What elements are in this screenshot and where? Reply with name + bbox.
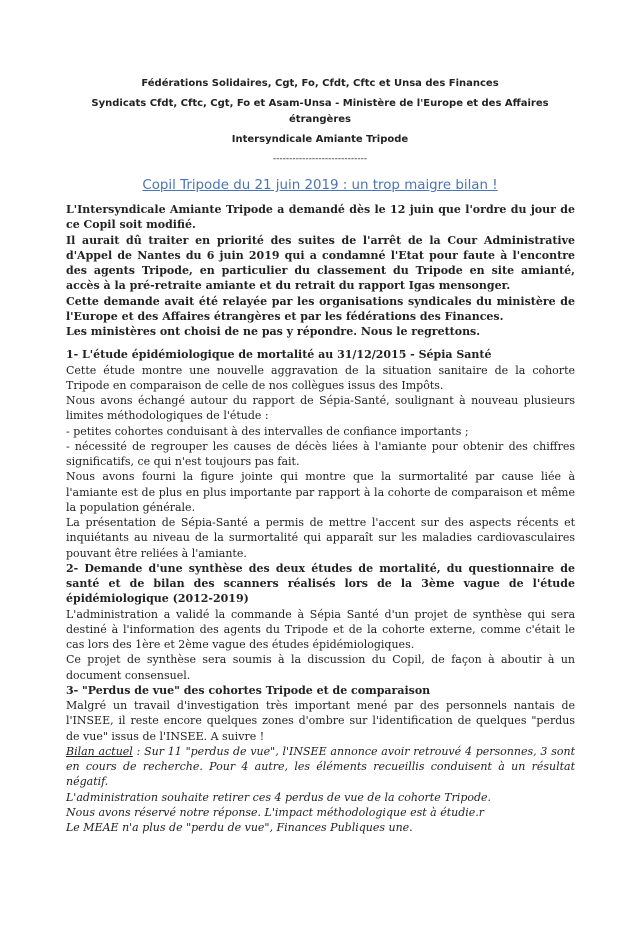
section-3-bilan (66, 744, 575, 790)
section-1-bullet-1: - petites cohortes conduisant à des intervalles de confiance importants ; (66, 424, 469, 438)
bilan-text: : Sur 11 "perdus de vue", l'INSEE annonce avoir retrouvé 4 personnes, 3 sont en cours de recherche. Pour 4 autre, les éléments recueillis conduisent à un résultat négatif. (66, 744, 575, 789)
header-line-syndicats: Syndicats Cfdt, Cftc, Cgt, Fo et Asam-Unsa - Ministère de l'Europe et des Affaires étrangères (91, 98, 549, 125)
section-1-paragraph-2: Nous avons échangé autour du rapport de Sépia-Santé, soulignant à nouveau plusieurs limites méthodologiques de l'étude : (66, 394, 575, 423)
section-1-paragraph-1: Cette étude montre une nouvelle aggravation de la situation sanitaire de la cohorte Tripode en comparaison de celle de nos collègues issus des Impôts. (66, 363, 575, 392)
intro-paragraph-2: Il aurait dû traiter en priorité des suites de l'arrêt de la Cour Administrative d'Appel de Nantes du 6 juin 2019 qui a condamné l'Etat pour faute à l'encontre des agents Tripode, en particulier du classement du Tripode en site amianté, accès à la pré-retraite amiante et du retrait du rapport Igas mensonger. (66, 233, 575, 293)
section-1-paragraph-4: La présentation de Sépia-Santé a permis de mettre l'accent sur des aspects récents et inquiétants au niveau de la surmortalité qui apparaît sur les maladies cardiovasculaires pouvant être reliées à l'amiante. (66, 516, 575, 560)
section-1-paragraph-3: Nous avons fourni la figure jointe qui montre que la surmortalité par cause liée à l'amiante est de plus en plus importante par rapport à la cohorte de comparaison et même la population générale. (66, 470, 575, 514)
intro-paragraph-1: L'Intersyndicale Amiante Tripode a demandé dès le 12 juin que l'ordre du jour de ce Copil soit modifié. (66, 203, 575, 232)
section-2-paragraph-1: L'administration a validé la commande à Sépia Santé d'un projet de synthèse qui sera destiné à l'information des agents du Tripode et de la cohorte externe, comme c'était le cas lors des 1ère et 2ème vague des études épidémiologiques. (66, 607, 575, 651)
section-3-line-3: Nous avons réservé notre réponse. L'impact méthodologique est à étudie.r (66, 805, 485, 819)
header-line-intersyndicale: Intersyndicale Amiante Tripode (231, 134, 409, 145)
intro-paragraph-3: Cette demande avait été relayée par les organisations syndicales du ministère de l'Europe et des Affaires étrangères et par les fédérations des Finances. (66, 294, 575, 323)
section-3-paragraph-1: Malgré un travail d'investigation très important mené par des personnels nantais de l'INSEE, il reste encore quelques zones d'ombre sur l'identification de quelques "perdus de vue" issus de l'INSEE. A suivre ! (66, 699, 575, 743)
page-title: Copil Tripode du 21 juin 2019 : un trop maigre bilan ! (142, 178, 498, 193)
section-3-line-4: Le MEAE n'a plus de "perdu de vue", Finances Publiques une. (66, 821, 413, 834)
section-2-paragraph-2: Ce projet de synthèse sera soumis à la discussion du Copil, de façon à aboutir à un document consensuel. (66, 653, 575, 682)
section-1-heading: 1- L'étude épidémiologique de mortalité au 31/12/2015 - Sépia Santé (66, 348, 492, 362)
header-line-federations: Fédérations Solidaires, Cgt, Fo, Cfdt, Cftc et Unsa des Finances (141, 78, 499, 89)
spacer (66, 339, 575, 347)
section-3-line-2: L'administration souhaite retirer ces 4 perdus de vue de la cohorte Tripode. (66, 790, 492, 804)
document-body (66, 202, 575, 835)
section-2-heading: 2- Demande d'une synthèse des deux études de mortalité, du questionnaire de santé et de bilan des scanners réalisés lors de la 3ème vague de l'étude épidémiologique (2012-2019) (66, 561, 575, 606)
bilan-label: Bilan actuel (66, 744, 133, 758)
section-3-heading: 3- "Perdus de vue" des cohortes Tripode et de comparaison (66, 683, 431, 697)
header-separator: ----------------------------- (272, 154, 368, 164)
intro-paragraph-4: Les ministères ont choisi de ne pas y répondre. Nous le regrettons. (66, 325, 481, 338)
section-1-bullet-2: - nécessité de regrouper les causes de décès liées à l'amiante pour obtenir des chiffres significatifs, ce qui n'est toujours pas fait. (66, 439, 575, 468)
